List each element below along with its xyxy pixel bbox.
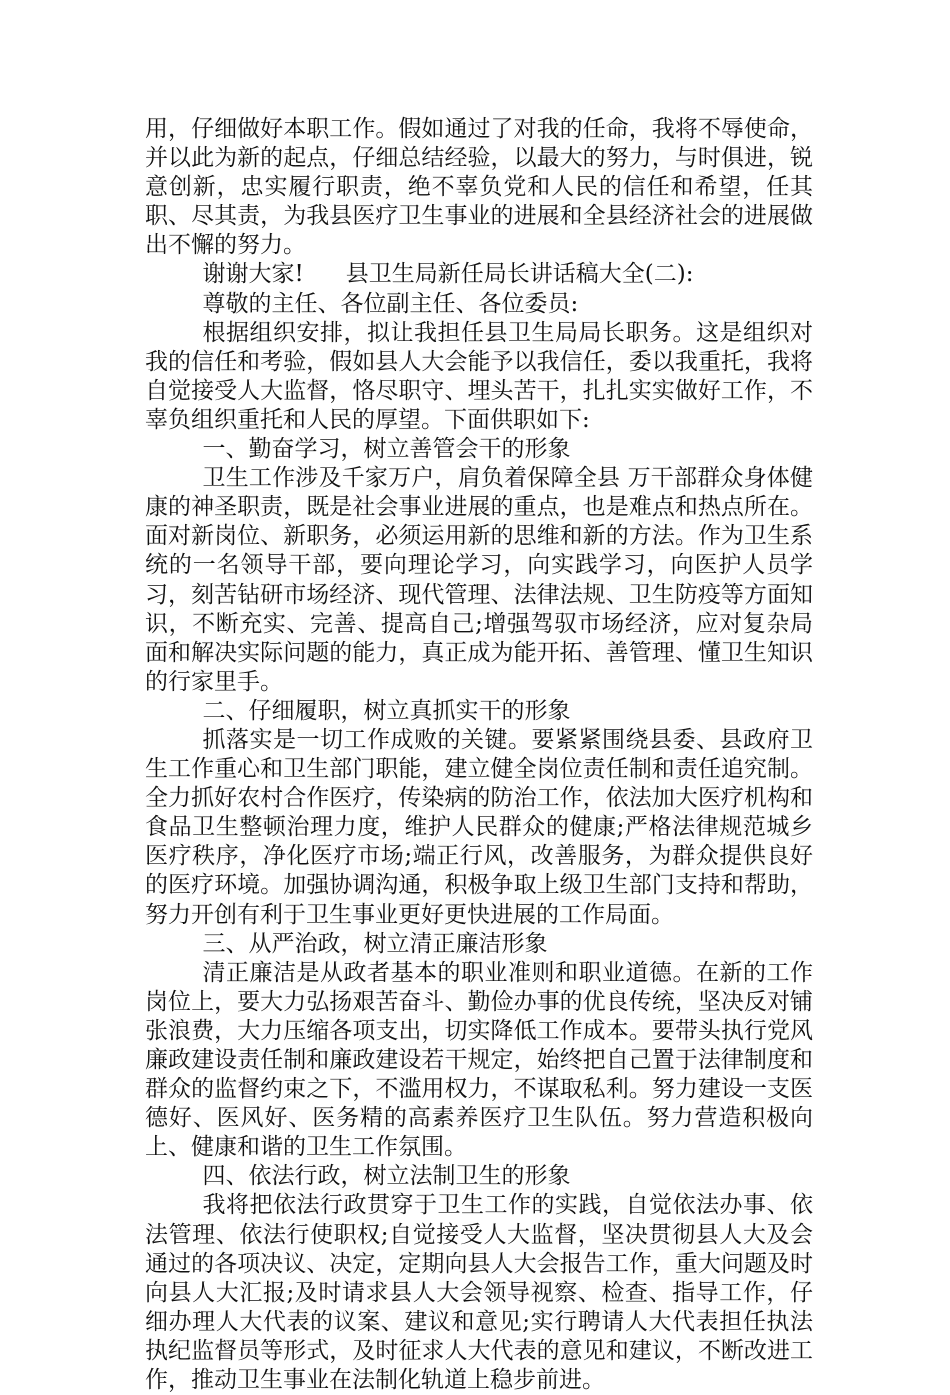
heading-study: 一、勤奋学习，树立善管会干的形象 — [202, 436, 571, 463]
paragraph-duty: 抓落实是一切工作成败的关键。要紧紧围绕县委、县政府卫生工作重心和卫生部门职能，建立健全岗位责任制和责任追究制。全力抓好农村合作医疗，传染病的防治工作，依法加大医疗机构和食品卫生整顿治理力度，维护人民群众的健康;严格法律规范城乡医疗秩序，净化医疗市场;端正行风，改善服务，为群众提供良好的医疗环境。加强协调沟通，积极争取上级卫生部门支持和帮助，努力开创有利于卫生事业更好更快进展的工作局面。 — [145, 726, 813, 928]
heading-integrity: 三、从严治政，树立清正廉洁形象 — [202, 930, 548, 957]
document-body — [145, 115, 813, 1395]
heading-duty: 二、仔细履职，树立真抓实干的形象 — [202, 697, 571, 724]
thanks-and-section-title-line — [145, 260, 813, 289]
section-title: 县卫生局新任局长讲话稿大全(二): — [345, 261, 694, 288]
paragraph-study: 卫生工作涉及千家万户，肩负着保障全县 万干部群众身体健康的神圣职责，既是社会事业进展的重点，也是难点和热点所在。面对新岗位、新职务，必须运用新的思维和新的方法。作为卫生系统的一名领导干部，要向理论学习，向实践学习，向医护人员学习，刻苦钻研市场经济、现代管理、法律法规、卫生防疫等方面知识，不断充实、完善、提高自己;增强驾驭市场经济，应对复杂局面和解决实际问题的能力，真正成为能开拓、善管理、懂卫生知识的行家里手。 — [145, 465, 813, 695]
salutation: 尊敬的主任、各位副主任、各位委员: — [202, 290, 579, 317]
paragraph-closing-commitment: 用，仔细做好本职工作。假如通过了对我的任命，我将不辱使命，并以此为新的起点，仔细总结经验，以最大的努力，与时俱进，锐意创新，忠实履行职责，绝不辜负党和人民的信任和希望，任其职、尽其责，为我县医疗卫生事业的进展和全县经济社会的进展做出不懈的努力。 — [145, 116, 813, 259]
heading-rule-of-law: 四、依法行政，树立法制卫生的形象 — [202, 1163, 571, 1190]
thanks-text: 谢谢大家! — [202, 261, 304, 288]
paragraph-integrity: 清正廉洁是从政者基本的职业准则和职业道德。在新的工作岗位上，要大力弘扬艰苦奋斗、勤俭办事的优良传统，坚决反对铺张浪费，大力压缩各项支出，切实降低工作成本。要带头执行党风廉政建设责任制和廉政建设若干规定，始终把自己置于法律制度和群众的监督约束之下，不滥用权力，不谋取私利。努力建设一支医德好、医风好、医务精的高素养医疗卫生队伍。努力营造积极向上、健康和谐的卫生工作氛围。 — [145, 959, 813, 1161]
paragraph-introduction: 根据组织安排，拟让我担任县卫生局局长职务。这是组织对我的信任和考验，假如县人大会能予以我信任，委以我重托，我将自觉接受人大监督，恪尽职守、埋头苦干，扎扎实实做好工作，不辜负组织重托和人民的厚望。下面供职如下: — [145, 319, 813, 433]
paragraph-rule-of-law: 我将把依法行政贯穿于卫生工作的实践，自觉依法办事、依法管理、依法行使职权;自觉接受人大监督，坚决贯彻县人大及会通过的各项决议、决定，定期向县人大会报告工作，重大问题及时向县人大汇报;及时请求县人大会领导视察、检查、指导工作，仔细办理人大代表的议案、建议和意见;实行聘请人大代表担任执法执纪监督员等形式，及时征求人大代表的意见和建议，不断改进工作，推动卫生事业在法制化轨道上稳步前进。 — [145, 1192, 813, 1394]
